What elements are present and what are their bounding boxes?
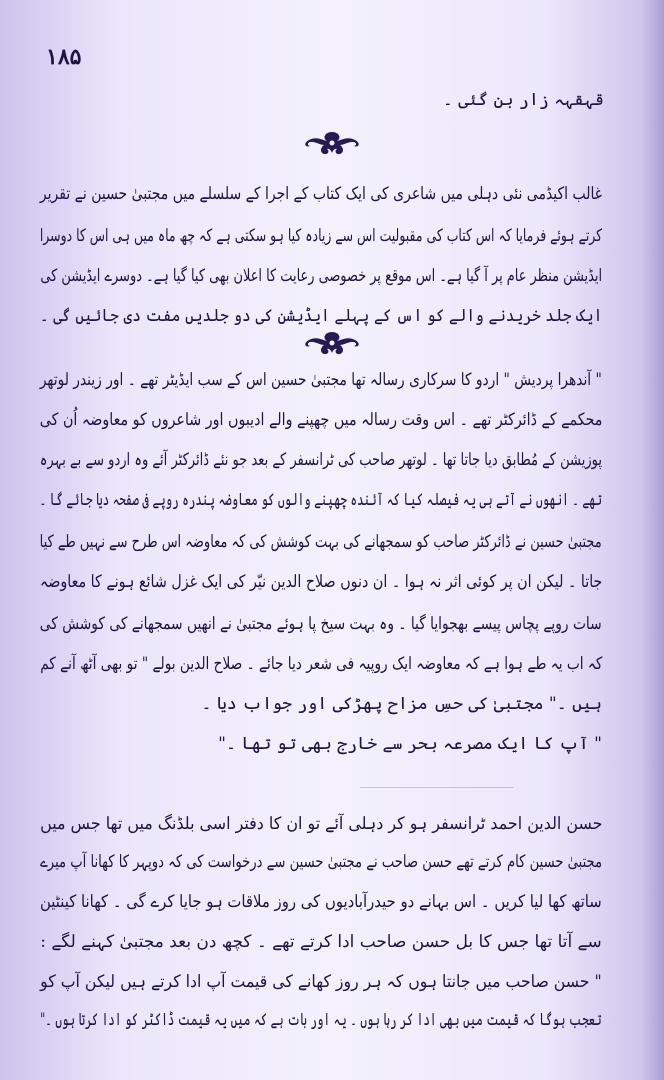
text-line: " آپ کا ایک مصرعہ بحر سے خارج بھی تو تھا ۔"	[218, 734, 602, 754]
text-line: " حسن صاحب میں جانتا ہوں کہ ہر روز کھانے کی قیمت آپ ادا کرتے ہیں لیکن آپ کو	[40, 972, 602, 992]
text-line: قہقہہ زار بن گئی ۔	[442, 90, 604, 110]
text-line: غالب اکیڈمی نئی دہلی میں شاعری کی ایک کتاب کے اجرا کے سلسلے میں مجتبیٰ حسین نے تقریر	[39, 184, 602, 204]
floral-scroll-ornament-icon	[297, 328, 367, 358]
page-number: ۱۸۵	[46, 44, 82, 70]
text-line: حسن الدین احمد ٹرانسفر ہو کر دہلی آئے تو ان کا دفتر اسی بلڈنگ میں تھا جس میں	[39, 814, 602, 834]
text-line: تعجب ہوگا کہ قیمت میں بھی ادا کر رہا ہوں ۔ یہ اور بات ہے کہ میں یہ قیمت ڈاکٹر کو ادا کرتا ہوں ۔"	[40, 1010, 602, 1030]
text-line: پوزیشن کے مُطابق دیا جاتا تھا ۔ لوتھر صاحب کی ٹرانسفر کے بعد جو نئے ڈائرکٹر آئے وہ اردو سے بے بہرہ	[39, 450, 602, 470]
text-line: ہیں ۔" مجتبیٰ کی حسِ مزاح پھڑکی اور جواب دیا ۔	[201, 694, 602, 714]
floral-scroll-ornament-icon	[297, 128, 367, 158]
text-line: جاتا ۔ لیکن ان پر کوئی اثر نہ ہوا ۔ ان دنوں صلاح الدین نیّر کی ایک غزل شائع ہونے کا معاوضہ	[39, 572, 602, 592]
text-line: کرتے ہوئے فرمایا کہ اس کتاب کی مقبولیت اس سے زیادہ کیا ہو سکتی ہے کہ چھ ماہ میں ہی اس کا دوسرا	[39, 226, 602, 246]
text-line: ایڈیشن منظر عام پر آ گیا ہے۔ اس موقع پر خصوصی رعایت کا اعلان بھی کیا گیا ہے۔ دوسرے ایڈیشن کی	[40, 266, 602, 286]
text-line: ایک جلد خریدنے والے کو اس کے پہلے ایڈیشن کی دو جلدیں مفت دی جائیں گی ۔	[39, 306, 602, 326]
text-line: کہ اب یہ طے ہوا ہے کہ معاوضہ ایک روپیہ فی شعر دیا جائے ۔ صلاح الدین بولے " تو بھی آٹھ آنے کم	[39, 654, 602, 674]
section-4-text	[40, 806, 602, 1056]
text-line: ساتھ کھا لیا کریں ۔ اس بہانے دو حیدرآبادیوں کی روز ملاقات ہو جایا کرے گی ۔ کھانا کینٹین	[40, 892, 602, 912]
section-divider-line	[360, 787, 514, 788]
section-1-text	[40, 88, 604, 114]
page-spine-shadow	[642, 0, 664, 1080]
text-line: سے آتا تھا جس کا بل حسن صاحب ادا کرتے تھے ۔ کچھ دن بعد مجتبیٰ کہنے لگے :	[40, 932, 602, 952]
text-line: مجتبیٰ حسین کام کرتے تھے حسن صاحب نے مجتبیٰ حسین سے درخواست کی کہ دوپہر کا کھانا آپ میرے	[39, 852, 602, 872]
section-3-text	[40, 362, 602, 772]
section-2-text	[40, 160, 602, 340]
text-line: سات روپے پچاس پیسے بھجوایا گیا ۔ وہ بہت سیخ پا ہوئے مجتبیٰ نے انھیں سمجھانے کی کوشش کی	[40, 614, 602, 634]
text-line: تھے ۔ انھوں نے آتے ہی یہ فیصلہ کیا کہ آئندہ چھپنے والوں کو معاوضہ پندرہ روپے فی صفحہ دیا جائے گا ۔	[39, 490, 602, 510]
text-line: مجتبیٰ حسین نے ڈائرکٹر صاحب کو سمجھانے کی بہت کوشش کی کہ معاوضہ اس طرح سے نہیں طے کیا	[39, 532, 602, 552]
text-line: محکمے کے ڈائرکٹر تھے ۔ اس وقت رسالہ میں چھپنے والے ادیبوں اور شاعروں کو معاوضہ اُن کی	[39, 410, 602, 430]
text-line: " آندھرا پردیش " اردو کا سرکاری رسالہ تھا مجتبیٰ حسین اس کے سب ایڈیٹر تھے ۔ اور زیندر لوتھر	[39, 370, 602, 390]
